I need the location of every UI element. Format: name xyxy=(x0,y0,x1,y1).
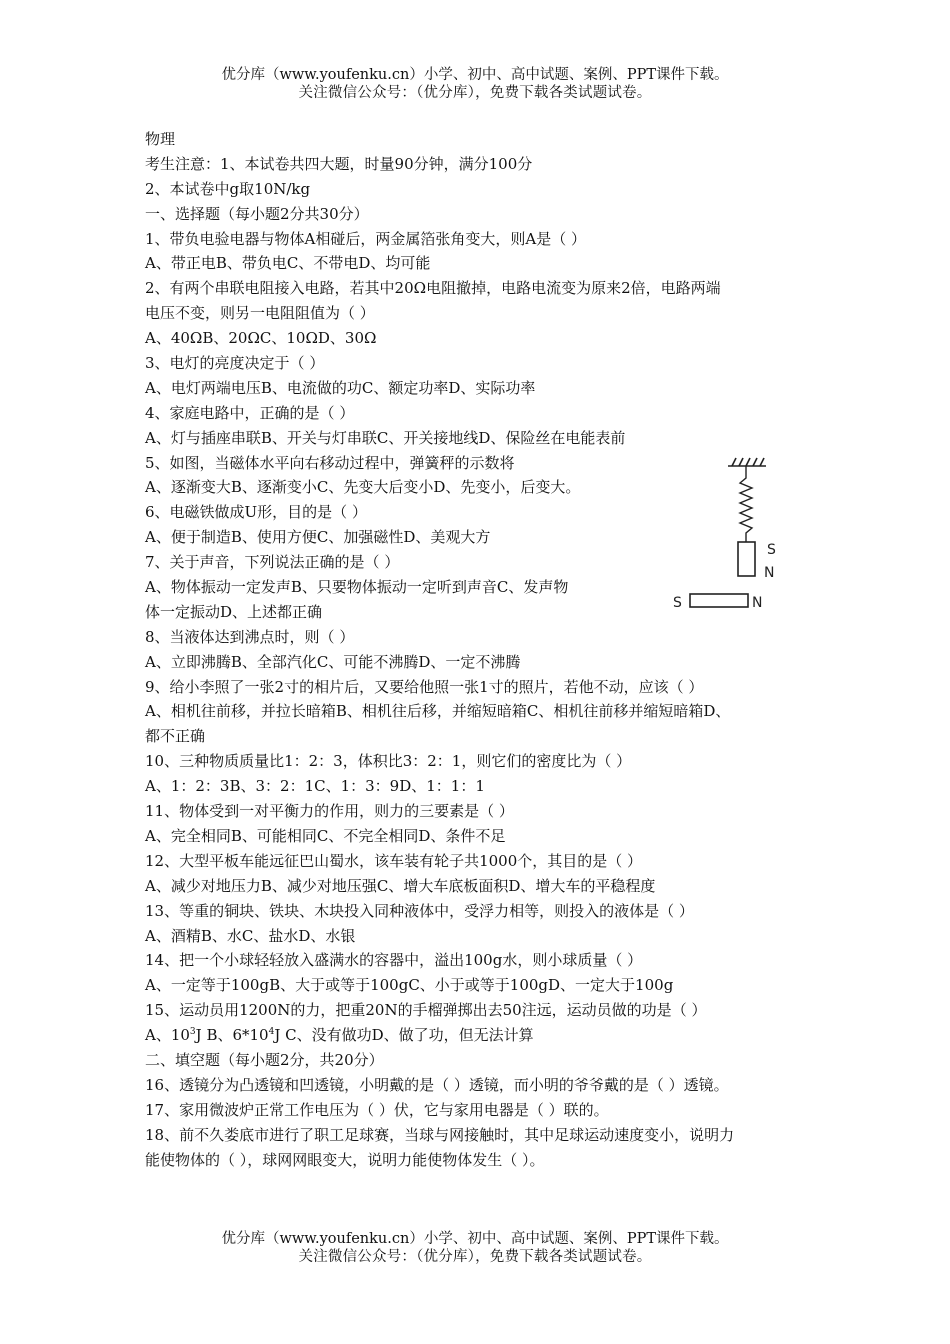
question-text: 4、家庭电路中，正确的是（ ） xyxy=(145,403,355,422)
answer-options: A、物体振动一定发声B、只要物体振动一定听到声音C、发声物 xyxy=(145,578,569,597)
question-text: 7、关于声音，下列说法正确的是（ ） xyxy=(145,553,400,572)
footer-line-2: 关注微信公众号：（优分库），免费下载各类试题试卷。 xyxy=(298,1249,652,1265)
hanging-magnet xyxy=(738,542,755,576)
answer-options: A、带正电B、带负电C、不带电D、均可能 xyxy=(145,254,431,273)
answer-options: A、立即沸腾B、全部汽化C、可能不沸腾D、一定不沸腾 xyxy=(145,652,521,671)
answer-options: A、完全相同B、可能相同C、不完全相同D、条件不足 xyxy=(145,826,506,845)
exam-body xyxy=(145,127,825,1172)
answer-options: A、一定等于100gB、大于或等于100gC、小于或等于100gD、一定大于100g xyxy=(145,976,674,995)
question-text: 电压不变，则另一电阻阻值为（ ） xyxy=(145,304,375,323)
answer-options: 体一定振动D、上述都正确 xyxy=(145,602,323,621)
bar-magnet-pole-left: S xyxy=(673,595,682,611)
exam-note: 2、本试卷中g取10N/kg xyxy=(145,179,311,198)
question-text: 10、三种物质质量比1：2：3，体积比3：2：1，则它们的密度比为（ ） xyxy=(145,752,632,771)
question-text: 13、等重的铜块、铁块、木块投入同种液体中，受浮力相等，则投入的液体是（ ） xyxy=(145,901,694,920)
question-text: 能使物体的（ ），球网网眼变大，说明力能使物体发生（ ）。 xyxy=(145,1150,545,1169)
question-text: 1、带负电验电器与物体A相碰后，两金属箔张角变大，则A是（ ） xyxy=(145,229,586,248)
section-heading: 二、填空题（每小题2分，共20分） xyxy=(145,1050,384,1069)
answer-options: A、相机往前移，并拉长暗箱B、相机往后移，并缩短暗箱C、相机往前移并缩短暗箱D、 xyxy=(145,702,731,721)
answer-options: A、1：2：3B、3：2：1C、1：3：9D、1：1：1 xyxy=(145,777,485,796)
ceiling-support xyxy=(728,458,766,466)
spring-scale-magnet-figure xyxy=(662,456,782,626)
answer-options: A、40ΩB、20ΩC、10ΩD、30Ω xyxy=(145,329,377,348)
hanging-magnet-pole-top: S xyxy=(767,542,776,558)
question-text: 5、如图，当磁体水平向右移动过程中，弹簧秤的示数将 xyxy=(145,453,515,472)
question-text: 14、把一个小球轻轻放入盛满水的容器中，溢出100g水，则小球质量（ ） xyxy=(145,951,643,970)
footer-line-1: 优分库（www.youfenku.cn）小学、初中、高中试题、案例、PPT课件下载。 xyxy=(221,1231,729,1247)
question-text: 15、运动员用1200N的力，把重20N的手榴弹掷出去50注远，运动员做的功是（ ） xyxy=(145,1001,707,1020)
question-text: 18、前不久娄底市进行了职工足球赛，当球与网接触时，其中足球运动速度变小，说明力 xyxy=(145,1125,735,1144)
answer-options: A、灯与插座串联B、开关与灯串联C、开关接地线D、保险丝在电能表前 xyxy=(145,428,626,447)
question-text: 11、物体受到一对平衡力的作用，则力的三要素是（ ） xyxy=(145,802,514,821)
answer-options: A、电灯两端电压B、电流做的功C、额定功率D、实际功率 xyxy=(145,378,536,397)
subject-title: 物理 xyxy=(145,130,176,148)
spring xyxy=(740,466,752,542)
page-header xyxy=(0,66,950,102)
answer-options: A、便于制造B、使用方便C、加强磁性D、美观大方 xyxy=(145,528,491,547)
answer-options-q15: A、$10^3J$ B、$6*10^4J$ C、没有做功D、做了功，但无法计算 xyxy=(145,1026,534,1045)
header-line-2: 关注微信公众号：（优分库），免费下载各类试题试卷。 xyxy=(298,85,652,101)
answer-options: 都不正确 xyxy=(145,727,206,746)
question-text: 16、透镜分为凸透镜和凹透镜，小明戴的是（ ）透镜，而小明的爷爷戴的是（ ）透镜。 xyxy=(145,1075,729,1094)
section-heading: 一、选择题（每小题2分共30分） xyxy=(145,204,369,223)
page-footer xyxy=(0,1230,950,1266)
hanging-magnet-pole-bottom: N xyxy=(764,565,775,581)
question-text: 6、电磁铁做成U形，目的是（ ） xyxy=(145,503,367,522)
header-line-1: 优分库（www.youfenku.cn）小学、初中、高中试题、案例、PPT课件下载。 xyxy=(221,67,729,83)
question-text: 17、家用微波炉正常工作电压为（ ）伏，它与家用电器是（ ）联的。 xyxy=(145,1100,609,1119)
question-text: 2、有两个串联电阻接入电路，若其中20Ω电阻撤掉，电路电流变为原来2倍，电路两端 xyxy=(145,279,721,298)
question-text: 3、电灯的亮度决定于（ ） xyxy=(145,354,325,373)
question-text: 9、给小李照了一张2寸的相片后，又要给他照一张1寸的照片，若他不动，应该（ ） xyxy=(145,677,704,696)
question-text: 12、大型平板车能远征巴山蜀水，该车装有轮子共1000个，其目的是（ ） xyxy=(145,851,643,870)
bar-magnet-pole-right: N xyxy=(752,595,763,611)
answer-options: A、酒精B、水C、盐水D、水银 xyxy=(145,926,356,945)
answer-options: A、逐渐变大B、逐渐变小C、先变大后变小D、先变小，后变大。 xyxy=(145,478,581,497)
question-text: 8、当液体达到沸点时，则（ ） xyxy=(145,627,355,646)
bar-magnet xyxy=(690,594,748,607)
answer-options: A、减少对地压力B、减少对地压强C、增大车底板面积D、增大车的平稳程度 xyxy=(145,876,656,895)
exam-note: 考生注意：1、本试卷共四大题，时量90分钟，满分100分 xyxy=(145,154,533,173)
